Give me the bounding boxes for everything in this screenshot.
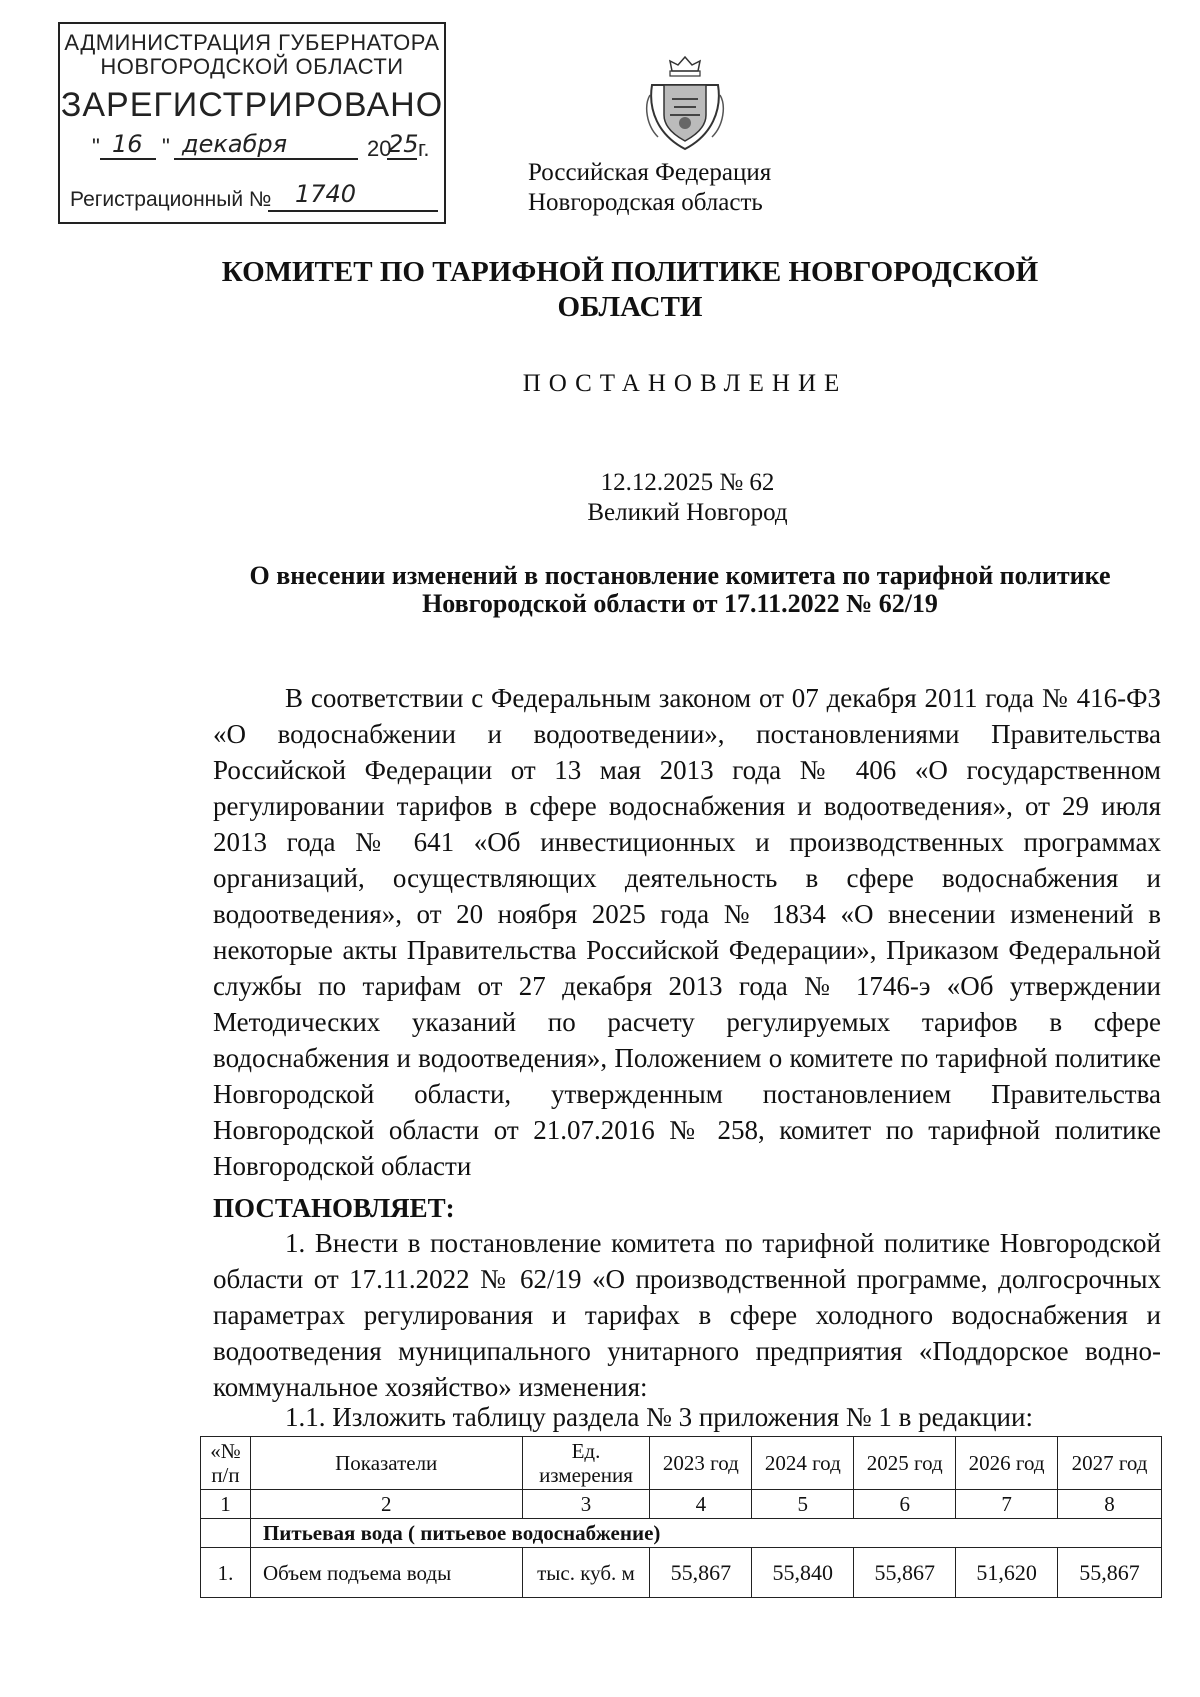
table-row (201, 1548, 1162, 1598)
col-number: 8 (1058, 1490, 1162, 1519)
header-2027: 2027 год (1058, 1437, 1162, 1490)
row-value-2023: 55,867 (650, 1548, 752, 1598)
col-number: 5 (752, 1490, 854, 1519)
coat-of-arms-icon (640, 55, 730, 155)
stamp-line-1: АДМИНИСТРАЦИЯ ГУБЕРНАТОРА (64, 30, 440, 55)
document-city: Великий Новгород (587, 499, 788, 526)
stamp-day: 16 (112, 130, 143, 158)
stamp-year-suffix: 25 (388, 130, 419, 158)
stamp-line-2: НОВГОРОДСКОЙ ОБЛАСТИ (100, 54, 404, 79)
stamp-registered: ЗАРЕГИСТРИРОВАНО (60, 86, 444, 124)
region-name: Новгородская область (528, 189, 763, 216)
stamp-reg-label: Регистрационный № (70, 188, 272, 211)
row-unit: тыс. куб. м (522, 1548, 650, 1598)
preamble-paragraph: В соответствии с Федеральным законом от 07 декабря 2011 года № 416-ФЗ «О водоснабжении и водоотведении», постановлениями Правительства Российской Федерации от 13 мая 2013 года № 406 «О государственном регулировании тарифов в сфере водоснабжения и водоотведения», от 29 июля 2013 года № 641 «Об инвестиционных и производственных программах организаций, осуществляющих деятельность в сфере водоснабжения и водоотведения», от 20 ноября 2025 года № 1834 «О внесении изменений в некоторые акты Правительства Российской Федерации», Приказом Федеральной службы по тарифам от 27 декабря 2013 года № 1746-э «Об утверждении Методических указаний по расчету регулируемых тарифов в сфере водоснабжения и водоотведения», Положением о комитете по тарифной политике Новгородской области, утвержденным постановлением Правительства Новгородской области от 21.07.2016 № 258, комитет по тарифной политике Новгородской области (213, 683, 1161, 1181)
date-number-block (0, 468, 1200, 528)
row-num: 1. (201, 1548, 251, 1598)
col-number: 3 (522, 1490, 650, 1519)
header-num: «№ п/п (201, 1437, 251, 1490)
registration-stamp (58, 22, 446, 224)
resolves-heading: ПОСТАНОВЛЯЕТ: (213, 1193, 455, 1223)
committee-title: КОМИТЕТ ПО ТАРИФНОЙ ПОЛИТИКЕ НОВГОРОДСКОЙ ОБЛАСТИ (221, 256, 1039, 323)
document-subject: О внесении изменений в постановление комитета по тарифной политике Новгородской области от 17.11.2022 № 62/19 (249, 561, 1111, 618)
header-indicator: Показатели (250, 1437, 522, 1490)
col-number: 1 (201, 1490, 251, 1519)
header-unit: Ед. измерения (522, 1437, 650, 1490)
column-number-row (201, 1490, 1162, 1519)
header-2026: 2026 год (956, 1437, 1058, 1490)
stamp-date-row: " 16 " декабря 20 25 г. (92, 130, 430, 161)
col-number: 4 (650, 1490, 752, 1519)
section-title: Питьевая вода ( питьевое водоснабжение) (250, 1519, 1161, 1548)
stamp-reg-row (70, 180, 440, 218)
header-2025: 2025 год (854, 1437, 956, 1490)
section-row (201, 1519, 1162, 1548)
col-number: 7 (956, 1490, 1058, 1519)
item-1-paragraph: 1. Внести в постановление комитета по тарифной политике Новгородской области от 17.11.2022 № 62/19 «О производственной программе, долгосрочных параметрах регулирования и тарифах в сфере холодного водоснабжения и водоотведения муниципального унитарного предприятия «Поддорское водно-коммунальное хозяйство» изменения: (213, 1228, 1161, 1402)
table-header-row (201, 1437, 1162, 1490)
header-2023: 2023 год (650, 1437, 752, 1490)
row-value-2025: 55,867 (854, 1548, 956, 1598)
row-value-2027: 55,867 (1058, 1548, 1162, 1598)
col-number: 2 (250, 1490, 522, 1519)
row-value-2026: 51,620 (956, 1548, 1058, 1598)
col-number: 6 (854, 1490, 956, 1519)
stamp-year-unit: г. (418, 136, 430, 161)
row-value-2024: 55,840 (752, 1548, 854, 1598)
stamp-month: декабря (182, 130, 288, 158)
federation-block (528, 158, 771, 218)
row-indicator: Объем подъема воды (250, 1548, 522, 1598)
document-type: ПОСТАНОВЛЕНИЕ (522, 370, 848, 397)
item-1-1-paragraph: 1.1. Изложить таблицу раздела № 3 приложения № 1 в редакции: (285, 1402, 1033, 1432)
stamp-reg-number: 1740 (295, 180, 357, 208)
tariff-table (200, 1436, 1162, 1598)
stamp-year-prefix: 20 (367, 136, 392, 161)
header-2024: 2024 год (752, 1437, 854, 1490)
country-name: Российская Федерация (528, 159, 772, 186)
document-date-number: 12.12.2025 № 62 (600, 469, 775, 496)
